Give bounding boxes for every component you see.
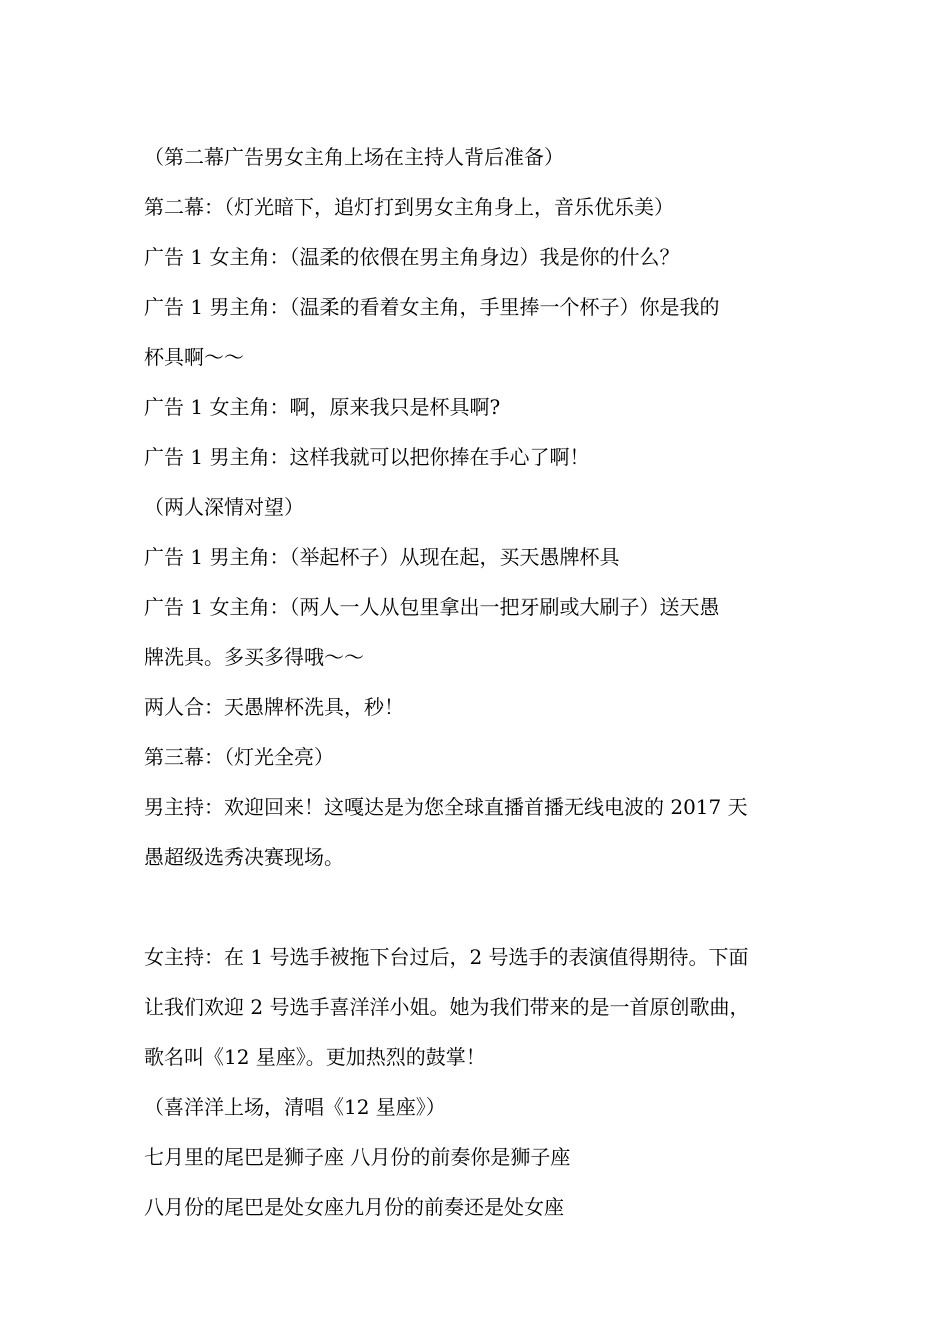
stage-direction-line: （喜洋洋上场，清唱《12 星座》） [144, 1095, 446, 1119]
dialogue-line: 广告 1 男主角：（温柔的看着女主角，手里捧一个杯子）你是我的 [144, 295, 720, 319]
act-two-heading-line: 第二幕：（灯光暗下，追灯打到男女主角身上，音乐优乐美） [144, 195, 674, 219]
dialogue-line: 歌名叫《12 星座》。更加热烈的鼓掌！ [144, 1045, 486, 1069]
dialogue-line: 杯具啊～～ [144, 345, 244, 369]
dialogue-line: 广告 1 女主角：啊，原来我只是杯具啊? [144, 395, 501, 419]
dialogue-line: 男主持：欢迎回来！这嘎达是为您全球直播首播无线电波的 2017 天 [144, 795, 748, 819]
dialogue-line: 两人合：天愚牌杯洗具，秒！ [144, 695, 404, 719]
lyric-line: 八月份的尾巴是处女座九月份的前奏还是处女座 [144, 1195, 564, 1219]
dialogue-line: 女主持：在 1 号选手被拖下台过后，2 号选手的表演值得期待。下面 [144, 945, 749, 969]
dialogue-line: 广告 1 男主角：这样我就可以把你捧在手心了啊！ [144, 445, 590, 469]
dialogue-line: 愚超级选秀决赛现场。 [144, 845, 344, 869]
lyric-line: 七月里的尾巴是狮子座 八月份的前奏你是狮子座 [144, 1145, 571, 1169]
stage-direction-line: （两人深情对望） [144, 495, 304, 519]
dialogue-line: 广告 1 男主角：（举起杯子）从现在起，买天愚牌杯具 [144, 545, 620, 569]
blank-line [144, 882, 814, 932]
script-text-body [144, 132, 814, 1232]
dialogue-line: 广告 1 女主角：（温柔的依偎在男主角身边）我是你的什么？ [144, 245, 680, 269]
dialogue-line: 牌洗具。多买多得哦～～ [144, 645, 364, 669]
dialogue-line: 让我们欢迎 2 号选手喜洋洋小姐。她为我们带来的是一首原创歌曲， [144, 995, 750, 1019]
stage-direction-line: （第二幕广告男女主角上场在主持人背后准备） [144, 145, 564, 169]
act-three-heading-line: 第三幕：（灯光全亮） [144, 745, 334, 769]
dialogue-line: 广告 1 女主角：（两人一人从包里拿出一把牙刷或大刷子）送天愚 [144, 595, 720, 619]
